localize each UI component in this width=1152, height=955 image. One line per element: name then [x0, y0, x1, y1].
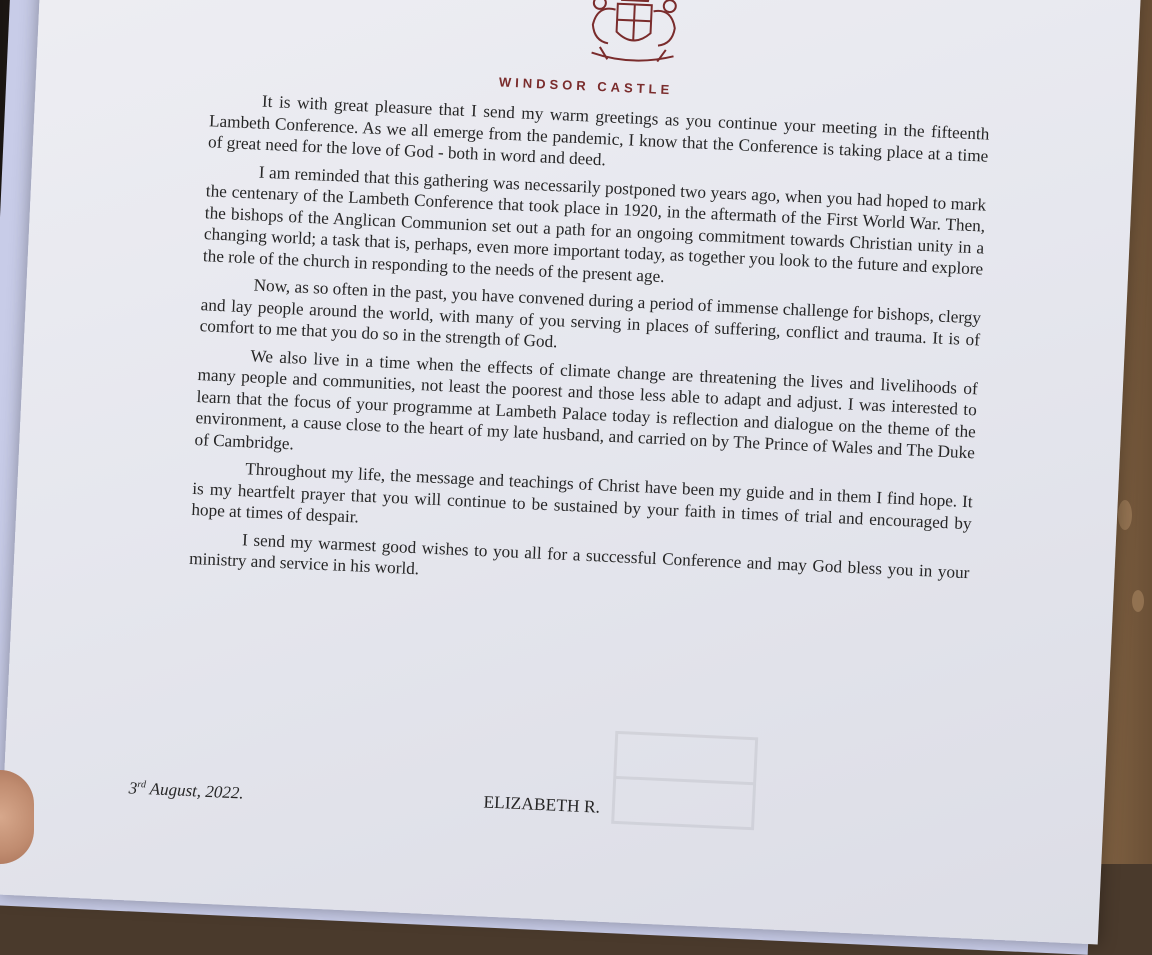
date-suffix: rd — [137, 779, 147, 791]
paragraph: Now, as so often in the past, you have convened during a period of immense challenge for bishops, clergy and lay people around the world, with many of you serving in places of suffering, conflict and trauma. It is of comfort to me that you do so in the strength of God. — [199, 275, 982, 352]
letter-date — [128, 778, 244, 803]
signature: ELIZABETH R. — [483, 791, 601, 817]
paragraph: Throughout my life, the message and teachings of Christ have been my guide and in them I find hope. It is my heartfelt prayer that you will continue to be sustained by your faith in times of trial and encouraged by hope at times of despair. — [191, 459, 974, 533]
leaf-speck — [1118, 500, 1132, 530]
date-day: 3 — [128, 778, 138, 798]
date-rest: August, 2022. — [145, 779, 245, 803]
letterhead-location: WINDSOR CASTLE — [498, 74, 674, 98]
leaf-speck — [1132, 590, 1144, 612]
watermark-logo-icon — [602, 722, 767, 839]
paragraph: It is with great pleasure that I send my warm greetings as you continue your meeting in the fifteenth Lambeth Conference. As we all emerge from the pandemic, I know that the Conference is taking place at a time of great need for the love of God - both in word and deed. — [207, 91, 990, 170]
paragraph: I send my warmest good wishes to you all for a successful Conference and may God bless you in your ministry and service in his world. — [188, 529, 970, 582]
paragraph: I am reminded that this gathering was necessarily postponed two years ago, when you had hoped to mark the centenary of the Lambeth Conference that took place in 1920, in the aftermath of the First World War. Then, the bishops of the Anglican Communion set out a path for an ongoing commitment towards Christian unity in a changing world; a task that is, perhaps, even more important today, as together you look to the future and explore the role of the church in responding to the needs of the present age. — [202, 162, 987, 286]
paragraph: We also live in a time when the effects of climate change are threatening the lives and livelihoods of many people and communities, not least the poorest and those less able to adapt and adjust. I was interested to learn that the focus of your programme at Lambeth Palace today is reflection and dialogue on the theme of the environment, a cause close to the heart of my late husband, and carried on by The Prince of Wales and The Duke of Cambridge. — [194, 345, 979, 463]
royal-coat-of-arms-icon — [577, 0, 691, 75]
letter-body — [188, 88, 989, 610]
